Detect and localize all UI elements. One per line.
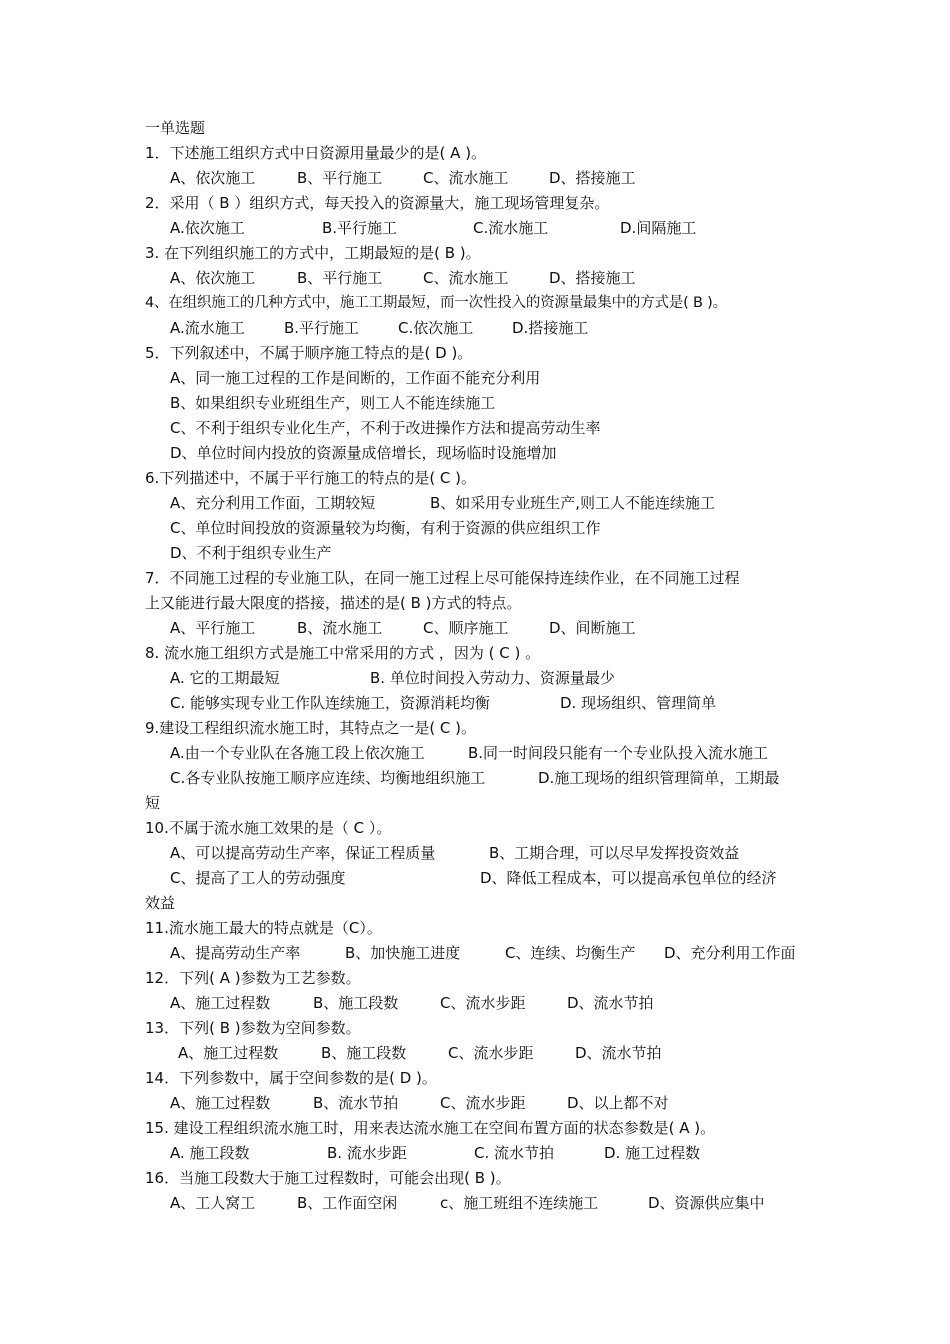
question-15-option-c: C. 流水节拍	[474, 1144, 555, 1162]
question-7-option-a: A、平行施工	[170, 619, 256, 637]
question-13-option-b: B、施工段数	[321, 1044, 407, 1062]
question-5-option-b: B、如果组织专业班组生产，则工人不能连续施工	[170, 394, 496, 412]
question-6-option-b: B、如采用专业班生产,则工人不能连续施工	[430, 494, 716, 512]
question-14-option-b: B、流水节拍	[313, 1094, 399, 1112]
question-12-option-c: C、流水步距	[440, 994, 526, 1012]
question-8-option-d: D. 现场组织、管理简单	[560, 694, 717, 712]
question-9-stem: 9.建设工程组织流水施工时，其特点之一是( C )。	[145, 719, 477, 737]
question-13-option-d: D、流水节拍	[575, 1044, 662, 1062]
question-7-option-b: B、流水施工	[297, 619, 383, 637]
question-2-option-d: D.间隔施工	[620, 219, 697, 237]
question-12-option-d: D、流水节拍	[567, 994, 654, 1012]
question-10-option-c: C、提高了工人的劳动强度	[170, 869, 346, 887]
question-8-option-a: A. 它的工期最短	[170, 669, 280, 687]
question-4-option-c: C.依次施工	[398, 319, 474, 337]
question-11-stem: 11.流水施工最大的特点就是（C）。	[145, 919, 382, 937]
question-13-option-c: C、流水步距	[448, 1044, 534, 1062]
question-9-option-b: B.同一时间段只能有一个专业队投入流水施工	[468, 744, 769, 762]
question-10-option-d: D、降低工程成本，可以提高承包单位的经济	[480, 869, 777, 887]
question-1-option-d: D、搭接施工	[549, 169, 636, 187]
question-1-option-b: B、平行施工	[297, 169, 383, 187]
question-3-option-c: C、流水施工	[423, 269, 509, 287]
question-10-stem: 10.不属于流水施工效果的是（ C ）。	[145, 819, 392, 837]
section-title: 一单选题	[145, 119, 206, 137]
question-2-option-b: B.平行施工	[322, 219, 398, 237]
question-8-option-b: B. 单位时间投入劳动力、资源量最少	[370, 669, 615, 687]
question-11-option-b: B、加快施工进度	[345, 944, 461, 962]
question-9-option-a: A.由一个专业队在各施工段上依次施工	[170, 744, 425, 762]
question-14-stem: 14．下列参数中，属于空间参数的是( D )。	[145, 1069, 437, 1087]
question-5-option-d: D、单位时间内投放的资源量成倍增长，现场临时设施增加	[170, 444, 557, 462]
question-16-option-c: c、施工班组不连续施工	[440, 1194, 599, 1212]
question-5-option-c: C、不利于组织专业化生产，不利于改进操作方法和提高劳动生率	[170, 419, 601, 437]
question-11-option-c: C、连续、均衡生产	[505, 944, 636, 962]
question-16-option-a: A、工人窝工	[170, 1194, 256, 1212]
question-2-option-c: C.流水施工	[473, 219, 549, 237]
question-12-option-b: B、施工段数	[313, 994, 399, 1012]
question-2-option-a: A.依次施工	[170, 219, 245, 237]
question-4-option-b: B.平行施工	[284, 319, 360, 337]
question-3-stem: 3. 在下列组织施工的方式中，工期最短的是( B )。	[145, 244, 481, 262]
question-5-option-a: A、同一施工过程的工作是间断的，工作面不能充分利用	[170, 369, 541, 387]
question-7-stem-line1: 7．不同施工过程的专业施工队，在同一施工过程上尽可能保持连续作业，在不同施工过程	[145, 569, 740, 587]
question-7-option-c: C、顺序施工	[423, 619, 509, 637]
question-15-stem: 15. 建设工程组织流水施工时，用来表达流水施工在空间布置方面的状态参数是( A )。	[145, 1119, 716, 1137]
question-9-option-c: C.各专业队按施工顺序应连续、均衡地组织施工	[170, 769, 486, 787]
question-16-stem: 16．当施工段数大于施工过程数时，可能会出现( B )。	[145, 1169, 511, 1187]
question-3-option-a: A、依次施工	[170, 269, 256, 287]
question-1-stem: 1．下述施工组织方式中日资源用量最少的是( A )。	[145, 144, 487, 162]
question-13-option-a: A、施工过程数	[178, 1044, 279, 1062]
question-12-stem: 12．下列( A )参数为工艺参数。	[145, 969, 361, 987]
question-14-option-a: A、施工过程数	[170, 1094, 271, 1112]
question-9-option-d-wrap: 短	[145, 794, 161, 812]
question-1-option-c: C、流水施工	[423, 169, 509, 187]
question-10-option-b: B、工期合理，可以尽早发挥投资效益	[489, 844, 740, 862]
question-14-option-d: D、以上都不对	[567, 1094, 669, 1112]
question-15-option-b: B. 流水步距	[327, 1144, 407, 1162]
question-6-option-a: A、充分利用工作面，工期较短	[170, 494, 376, 512]
question-8-option-c: C. 能够实现专业工作队连续施工，资源消耗均衡	[170, 694, 491, 712]
question-3-option-d: D、搭接施工	[549, 269, 636, 287]
question-4-option-a: A.流水施工	[170, 319, 245, 337]
question-4-option-d: D.搭接施工	[512, 319, 589, 337]
question-2-stem: 2．采用（ B ）组织方式，每天投入的资源量大，施工现场管理复杂。	[145, 194, 610, 212]
question-4-stem: 4、在组织施工的几种方式中，施工工期最短，而一次性投入的资源量最集中的方式是( B )。	[145, 295, 727, 311]
question-9-option-d: D.施工现场的组织管理简单，工期最	[538, 769, 780, 787]
question-10-option-a: A、可以提高劳动生产率，保证工程质量	[170, 844, 436, 862]
question-11-option-d: D、充分利用工作面	[664, 944, 796, 962]
question-3-option-b: B、平行施工	[297, 269, 383, 287]
question-13-stem: 13．下列( B )参数为空间参数。	[145, 1019, 361, 1037]
question-8-stem: 8. 流水施工组织方式是施工中常采用的方式 ，因为 ( C ) 。	[145, 644, 541, 662]
question-14-option-c: C、流水步距	[440, 1094, 526, 1112]
question-11-option-a: A、提高劳动生产率	[170, 944, 301, 962]
question-7-option-d: D、间断施工	[549, 619, 636, 637]
question-16-option-b: B、工作面空闲	[297, 1194, 398, 1212]
question-7-stem-line2: 上又能进行最大限度的搭接，描述的是( B )方式的特点。	[145, 594, 522, 612]
question-6-option-c: C、单位时间投放的资源量较为均衡，有利于资源的供应组织工作	[170, 519, 601, 537]
question-1-option-a: A、依次施工	[170, 169, 256, 187]
question-10-option-d-wrap: 效益	[145, 894, 176, 912]
question-5-stem: 5．下列叙述中，不属于顺序施工特点的是( D )。	[145, 344, 473, 362]
question-6-stem: 6.下列描述中，不属于平行施工的特点的是( C )。	[145, 469, 477, 487]
question-6-option-d: D、不利于组织专业生产	[170, 544, 332, 562]
question-15-option-d: D. 施工过程数	[604, 1144, 701, 1162]
question-15-option-a: A. 施工段数	[170, 1144, 250, 1162]
question-12-option-a: A、施工过程数	[170, 994, 271, 1012]
question-16-option-d: D、资源供应集中	[648, 1194, 765, 1212]
